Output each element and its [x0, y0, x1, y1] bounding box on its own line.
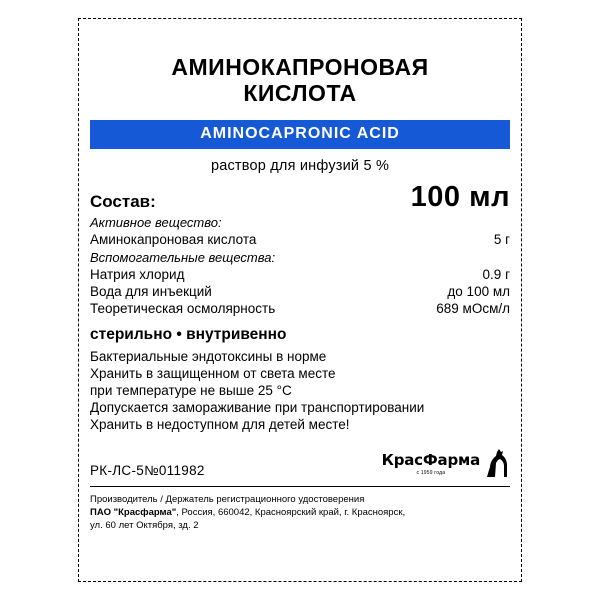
logo-text-part2: Фарма — [422, 450, 480, 469]
logo-text-part1: Крас — [381, 450, 423, 469]
sterile-route-line: стерильно • внутривенно — [90, 326, 287, 343]
excipient-amount: 0.9 г — [482, 267, 510, 282]
manufacturer-name: ПАО "Красфарма" — [90, 507, 177, 518]
excipients-heading: Вспомогательные вещества: — [90, 250, 276, 265]
composition-header-row — [90, 183, 510, 212]
dosage-form: раствор для инфузий 5 % — [210, 158, 390, 174]
product-title-ru-line1: АМИНОКАПРОНОВАЯ — [171, 54, 429, 80]
excipient-row — [90, 284, 510, 299]
manufacturer-line2 — [90, 506, 510, 519]
composition-label: Состав: — [90, 192, 156, 211]
storage-note: Хранить в защищенном от света месте — [90, 366, 336, 381]
volume-value: 100 мл — [410, 181, 510, 213]
logo-subtext: с 1959 года — [416, 469, 446, 476]
logo-text — [382, 451, 480, 469]
active-ingredient-amount: 5 г — [493, 232, 510, 247]
product-title-ru — [90, 54, 510, 106]
storage-note: при температуре не выше 25 °C — [90, 383, 292, 398]
storage-note: Допускается замораживание при транспортировании — [90, 400, 425, 415]
product-title-en-bar: AMINOCAPRONIC ACID — [90, 120, 510, 149]
excipient-name: Натрия хлорид — [90, 267, 185, 282]
active-ingredient-row — [90, 232, 510, 247]
registration-number: РК-ЛС-5№011982 — [90, 463, 205, 478]
active-ingredient-name: Аминокапроновая кислота — [90, 232, 257, 247]
manufacturer-logo — [382, 448, 510, 478]
registration-row — [90, 448, 510, 478]
active-substance-heading: Активное вещество: — [90, 215, 222, 230]
excipient-amount: 689 мОсм/л — [436, 301, 510, 316]
storage-note: Хранить в недоступном для детей месте! — [90, 417, 350, 432]
manufacturer-info — [90, 493, 510, 532]
label-content — [90, 30, 510, 570]
excipient-row — [90, 301, 510, 316]
product-title-ru-line2: КИСЛОТА — [243, 80, 357, 106]
manufacturer-address: , Россия, 660042, Красноярский край, г. Красноярск, — [176, 507, 406, 518]
excipient-amount: до 100 мл — [447, 284, 510, 299]
excipient-name: Теоретическая осмолярность — [90, 301, 276, 316]
horse-icon — [484, 448, 510, 478]
manufacturer-line1: Производитель / Держатель регистрационного удостоверения — [90, 494, 365, 505]
excipient-row — [90, 267, 510, 282]
manufacturer-line3: ул. 60 лет Октября, зд. 2 — [90, 520, 199, 531]
divider — [90, 486, 510, 487]
storage-note: Бактериальные эндотоксины в норме — [90, 349, 327, 364]
excipient-name: Вода для инъекций — [90, 284, 212, 299]
